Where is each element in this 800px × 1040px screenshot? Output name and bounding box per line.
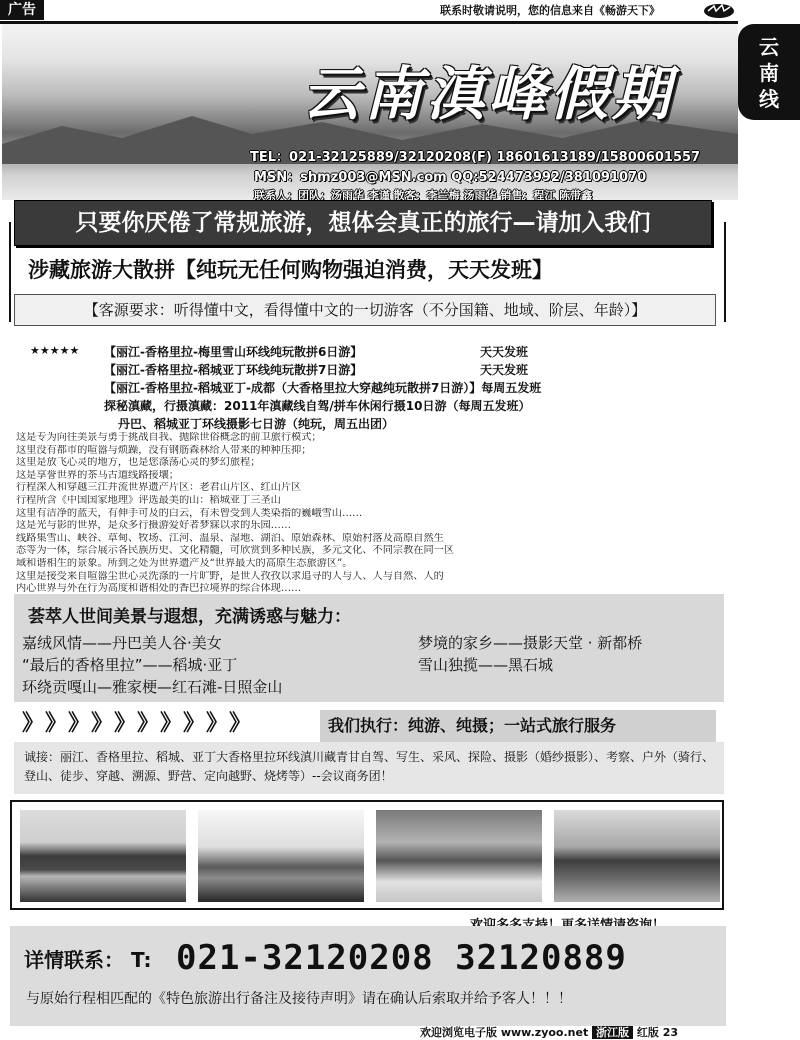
contact-phones: 021-32120208 32120889 [176,938,627,978]
contact-label: 详情联系： T: [24,948,152,972]
source-notice: 联系时敬请说明，您的信息来自《畅游天下》 [440,4,660,17]
slogan-bar: 只要你厌倦了常规旅游，想体会真正的旅行—请加入我们 [14,200,712,246]
itinerary-extra: 丹巴、稻城亚丁环线摄影七日游（纯玩，周五出团） [118,417,395,431]
frame-right [720,222,726,322]
page-number: 23 [662,1026,679,1039]
scenery-box [14,594,724,702]
body-line: 这里是接受来自喧嚣尘世心灵洗涤的一片旷野，是世人孜孜以求追寻的人与人、人与自然、人的 [16,570,444,582]
region-tab-char: 南 [759,61,779,85]
page-footer [420,1024,678,1040]
body-line: 域和谐相生的景象。所到之处为世界遗产及“世界最大的高原生态旅游区”。 [16,557,353,569]
body-line: 行程深入和穿越三江并流世界遗产片区：老君山片区、红山片区 [16,482,302,494]
footer-edition: 浙江版 [592,1026,633,1039]
body-line: 内心世界与外在行为高度和谐相处的香巴拉境界的综合体现…… [16,583,302,595]
contact-persons: 联系人：团队：汤雨华 李谨 散客：李兰梅 汤雨华 销售：程江 陈带鑫 [254,189,593,200]
scenery-item: 梦境的家乡——摄影天堂 · 新都桥 [418,634,643,652]
description-text [16,432,716,596]
photo-strip [10,800,724,910]
body-line: 这是专为向往美景与勇于挑战自我、抛除世俗概念的前卫旅行模式； [16,432,322,443]
service-banner: 我们执行：纯游、纯摄；一站式旅行服务 [320,710,716,742]
magazine-logo-icon [702,2,736,20]
body-line: 线路集雪山、峡谷、草甸、牧场、江河、温泉、湿地、湖泊、原始森林、原始村落及高原自然生 [16,532,444,544]
body-line: 这是光与影的世界，是众多行摄游爱好者梦寐以求的乐园…… [16,520,292,532]
body-line: 这是享誉世界的茶马古道线路接壤； [16,469,179,481]
itinerary-extra: 探秘滇藏，行摄滇藏：2011年滇藏线自驾/拼车休闲行摄10日游（每周五发班） [104,399,531,413]
telephone-line: TEL：021-32125889/32120208(F) 18601613189/15800601557 [250,150,701,165]
photo-lake-trees [20,810,186,902]
service-invite: 诚接：丽江、香格里拉、稻城、亚丁大香格里拉环线滇川藏青甘自驾、写生、采风、探险、摄影（婚纱摄影）、考察、户外（骑行、登山、徒步、穿越、溯源、野营、定向越野、烧烤等）--会议商务团！ [14,742,724,794]
scenery-item: 环绕贡嘎山—雅家梗—红石滩-日照金山 [22,678,283,696]
footer-website: 欢迎浏览电子版 www.zyoo.net [420,1026,589,1039]
photo-town-road [376,810,542,902]
arrow-decoration: 》》》》》》》》》》 [22,711,264,736]
scenery-item: 嘉绒风情——丹巴美人谷·美女 [22,634,222,652]
photo-mountain-lake [198,810,364,902]
body-line: 态等为一体，综合展示各民族历史、文化精髓，可欣赏到多种民族，多元文化、不同宗教在同一区 [16,545,455,557]
body-line: 这里是放飞心灵的地方，也是您涤荡心灵的梦幻旅程； [16,457,261,469]
body-line: 这里有洁净的蓝天，有伸手可及的白云，有未曾受到人类染指的巍峨雪山…… [16,507,363,519]
body-line: 行程所含《中国国家地理》评选最美的山：稻城亚丁三圣山 [16,494,281,506]
tour-headline: 涉藏旅游大散拼【纯玩无任何购物强迫消费，天天发班】 [28,258,553,282]
banner [2,24,738,200]
itinerary-item: 【丽江-香格里拉-稻城亚丁-成都（大香格里拉大穿越纯玩散拼7日游）】每周五发班 [104,381,542,395]
contact-box [10,926,726,1026]
contact-note: 与原始行程相匹配的《特色旅游出行备注及接待声明》请在确认后索取并给予客人！！！ [26,991,572,1007]
itinerary-schedule: 天天发班 [480,345,529,359]
body-line: 这里没有都市的喧嚣与烦躁，没有钢筋森林给人带来的种种压抑； [16,444,312,456]
itinerary-schedule: 天天发班 [480,363,529,377]
region-tab [738,24,800,120]
photo-temple [554,810,720,902]
scenery-item: “最后的香格里拉”——稻城·亚丁 [22,656,238,674]
region-tab-char: 线 [759,87,779,111]
itinerary-item: 【丽江-香格里拉-稻城亚丁环线纯玩散拼7日游】 [104,363,363,377]
agency-title: 云南滇峰假期 [302,60,675,128]
scenery-item: 雪山独揽——黑石城 [418,656,554,674]
scenery-title: 荟萃人世间美景与遐想，充满诱惑与魅力： [28,607,351,627]
customer-requirement: 【客源要求：听得懂中文，看得懂中文的一切游客（不分国籍、地域、阶层、年龄）】 [14,294,716,326]
rating-stars: ★★★★★ [30,344,80,357]
ad-label: 广告 [0,0,44,20]
footer-section: 红版 [636,1026,659,1039]
region-tab-char: 云 [759,35,779,59]
msn-qq-line: MSN：shmz003@MSN.com QQ:524473992/381091070 [254,170,647,185]
itinerary-item: 【丽江-香格里拉-梅里雪山环线纯玩散拼6日游】 [104,345,363,359]
